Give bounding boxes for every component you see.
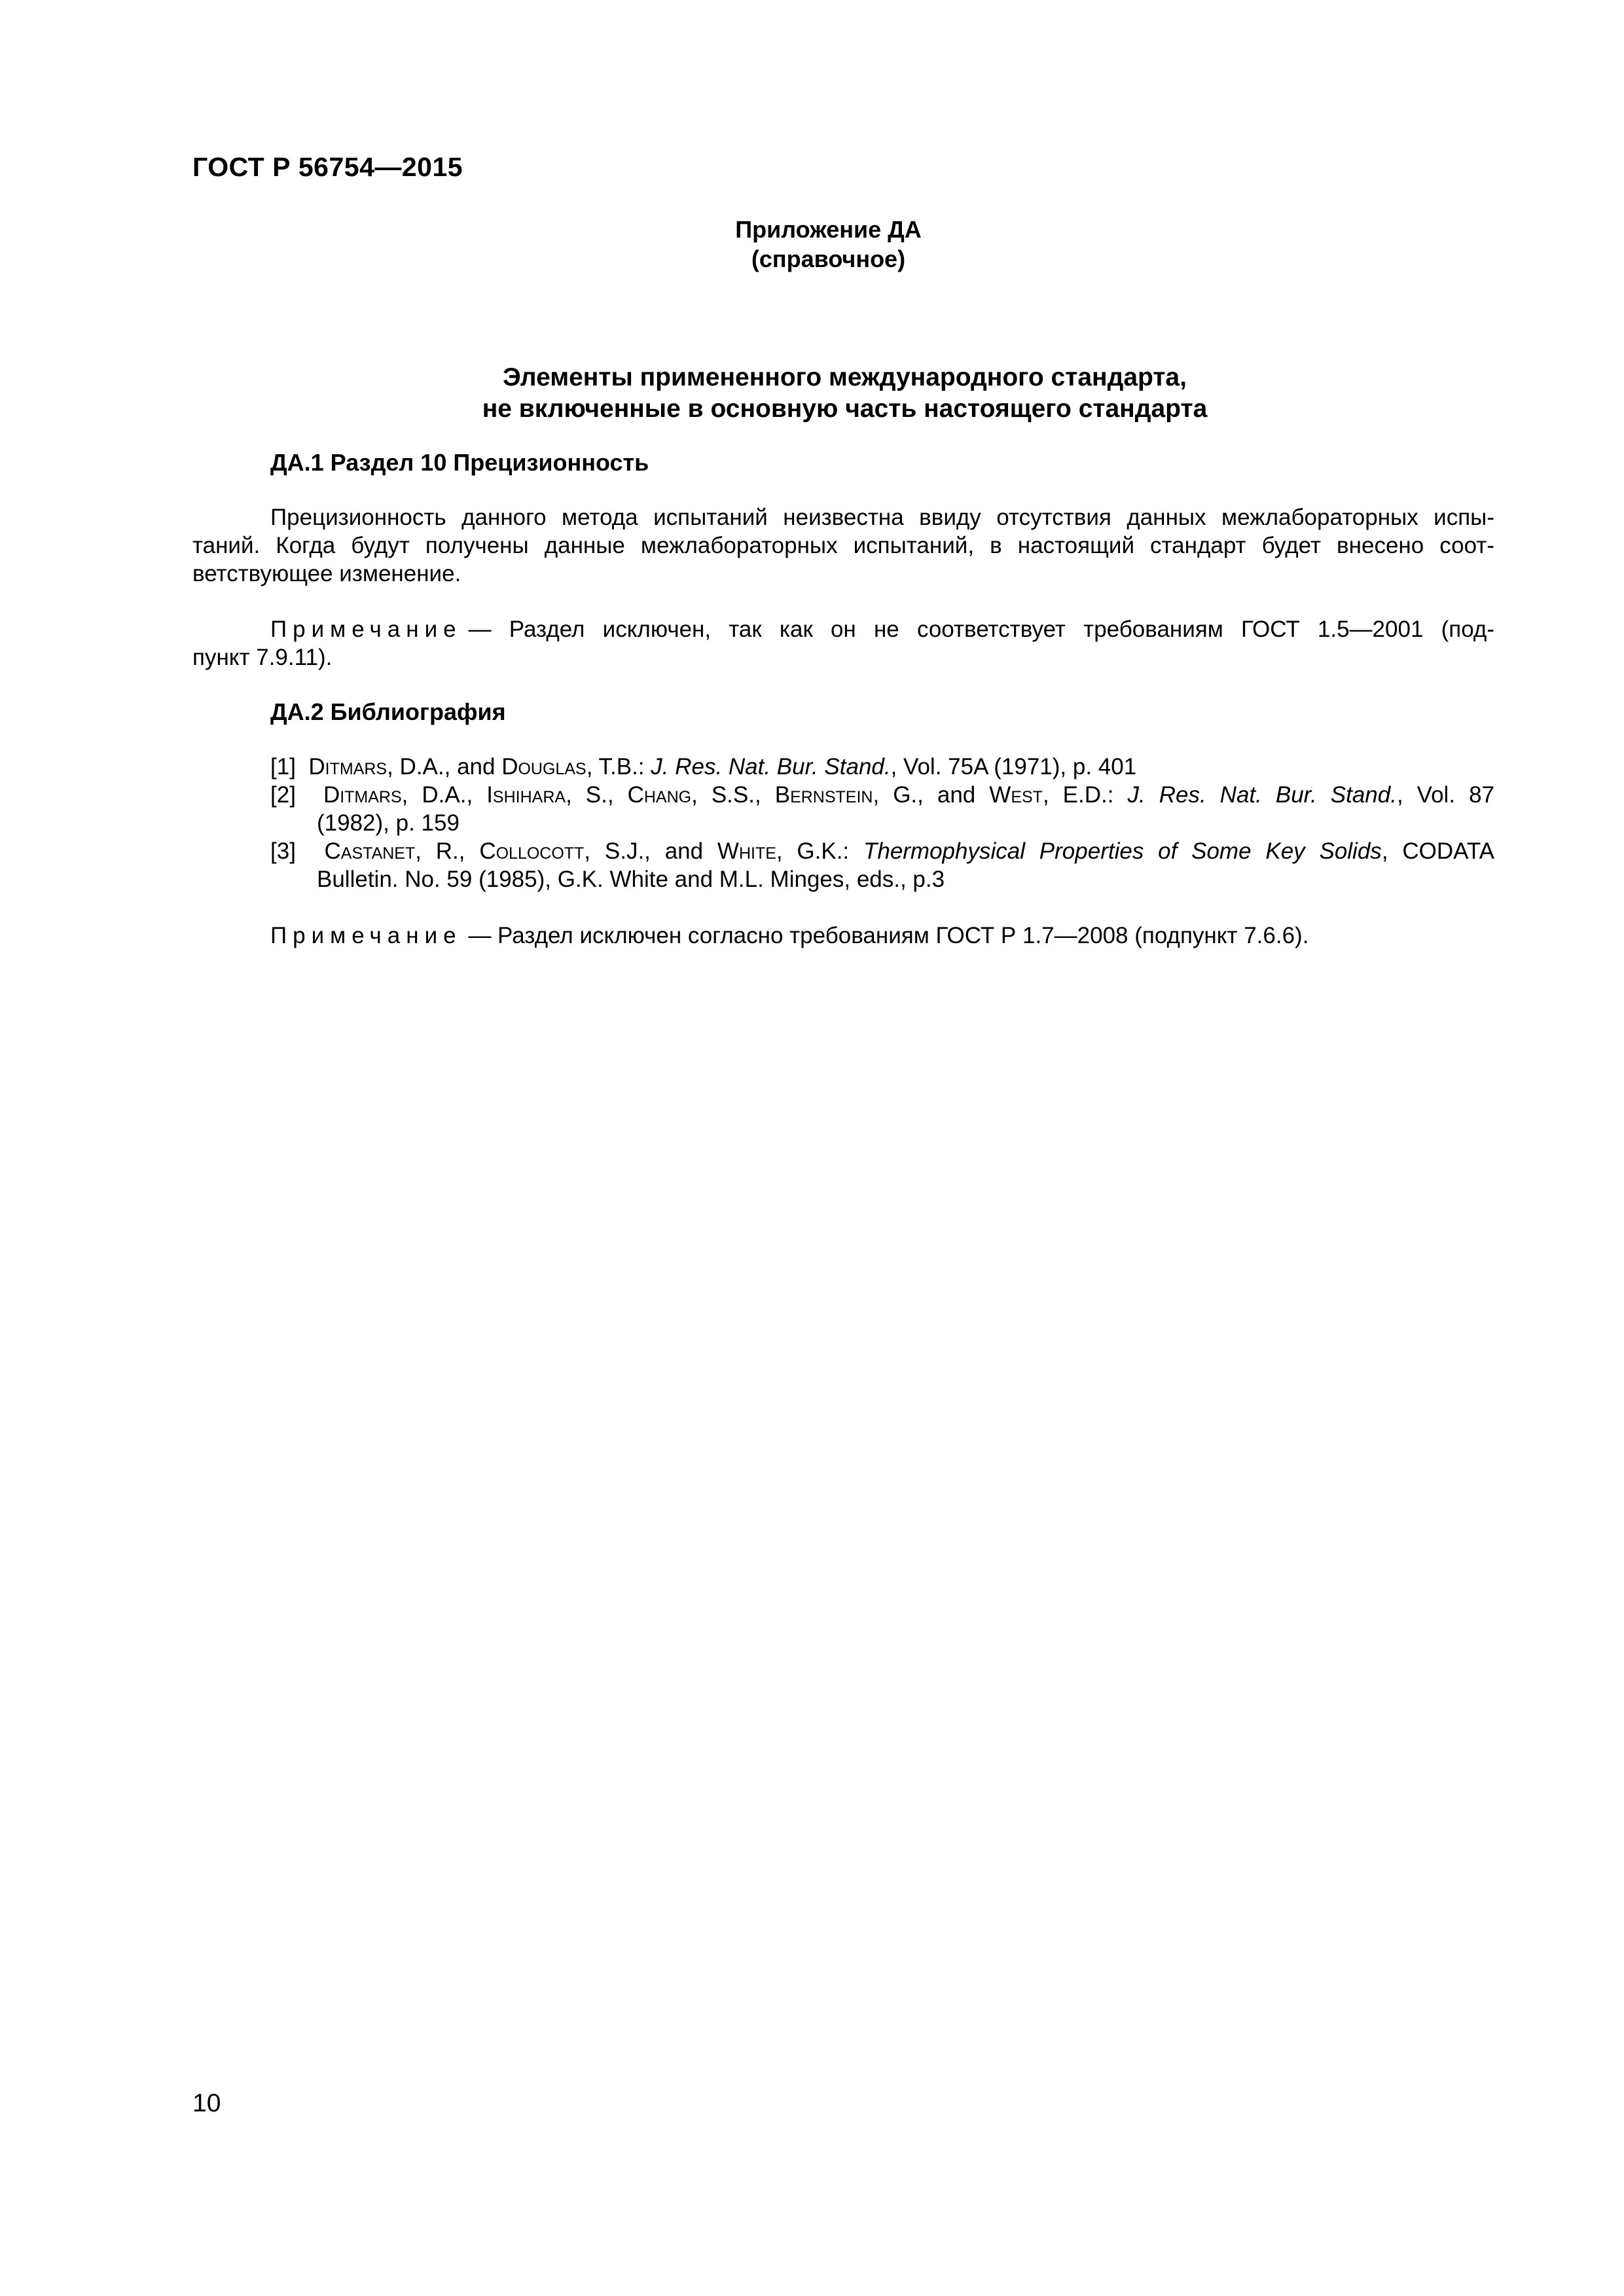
ref-author: Ishihara: [486, 782, 566, 808]
ref-journal: J. Res. Nat. Bur. Stand.: [1127, 782, 1397, 808]
ref-text: , Vol. 75A (1971), p. 401: [890, 754, 1137, 780]
ref-text: , T.B.:: [586, 754, 651, 780]
paragraph-line-1: Прецизионность данного метода испытаний неизвестна ввиду отсутствия данных межлабораторных испы-: [270, 505, 1494, 530]
ref-author: Ditmars: [308, 754, 388, 780]
bibliography-entry-2: [270, 781, 1494, 809]
section-heading-da2: ДА.2 Библиография: [270, 698, 506, 725]
ref-author: West: [989, 782, 1043, 808]
note-label: Примечание: [270, 617, 462, 642]
note-text: — Раздел исключен согласно требованиям ГОСТ Р 1.7—2008 (подпункт 7.6.6).: [468, 923, 1309, 948]
bibliography-entry-3-continuation: Bulletin. No. 59 (1985), G.K. White and M.L. Minges, eds., p.3: [317, 867, 945, 892]
ref-text: , G., and: [873, 782, 990, 808]
ref-text: , E.D.:: [1042, 782, 1128, 808]
annex-type: (справочное): [751, 245, 906, 272]
ref-author: Collocott: [479, 838, 585, 864]
annex-title-line-2: не включенные в основную часть настоящего стандарта: [482, 395, 1208, 423]
annex-title-line-1: Элементы примененного международного стандарта,: [503, 363, 1187, 391]
ref-text: , D.A., and: [387, 754, 502, 780]
bibliography-entry-2-continuation: (1982), p. 159: [317, 810, 460, 836]
ref-author: Ditmars: [323, 782, 402, 808]
note-da2: [270, 922, 1308, 950]
ref-author: Bernstein: [774, 782, 873, 808]
bibliography-entry-3: [270, 837, 1494, 865]
note-text: — Раздел исключен, так как он не соответствует требованиям ГОСТ 1.5—2001 (под-: [468, 617, 1494, 642]
ref-author: White: [717, 838, 776, 864]
paragraph-line-3: ветствующее изменение.: [192, 561, 461, 586]
standard-code-header: ГОСТ Р 56754—2015: [192, 152, 463, 182]
ref-text: , Vol. 87: [1396, 782, 1494, 808]
note-da1-line-2: пункт 7.9.11).: [192, 645, 333, 670]
ref-text: , S.,: [566, 782, 628, 808]
paragraph-line-2: таний. Когда будут получены данные межлабораторных испытаний, в настоящий стандарт будет внесено соот-: [192, 533, 1494, 558]
page-number: 10: [192, 2089, 221, 2117]
ref-book-title: Thermophysical Properties of Some Key Solids: [863, 838, 1382, 864]
ref-text: , R.,: [415, 838, 480, 864]
ref-author: Chang: [627, 782, 692, 808]
section-heading-da1: ДА.1 Раздел 10 Прецизионность: [270, 449, 649, 476]
ref-number: [2]: [270, 782, 296, 808]
note-da1-line-1: [270, 615, 1494, 643]
ref-text: , S.J., and: [584, 838, 717, 864]
ref-journal: J. Res. Nat. Bur. Stand.: [651, 754, 891, 780]
ref-text: , G.K.:: [776, 838, 863, 864]
bibliography-entry-1: [270, 753, 1136, 781]
ref-text: , CODATA: [1381, 838, 1494, 864]
ref-author: Douglas: [501, 754, 586, 780]
note-label: Примечание: [270, 923, 462, 948]
ref-text: , S.S.,: [691, 782, 775, 808]
ref-author: Castanet: [324, 838, 416, 864]
ref-number: [1]: [270, 754, 296, 780]
ref-number: [3]: [270, 838, 296, 864]
ref-text: , D.A.,: [401, 782, 487, 808]
annex-label: Приложение ДА: [735, 216, 922, 243]
